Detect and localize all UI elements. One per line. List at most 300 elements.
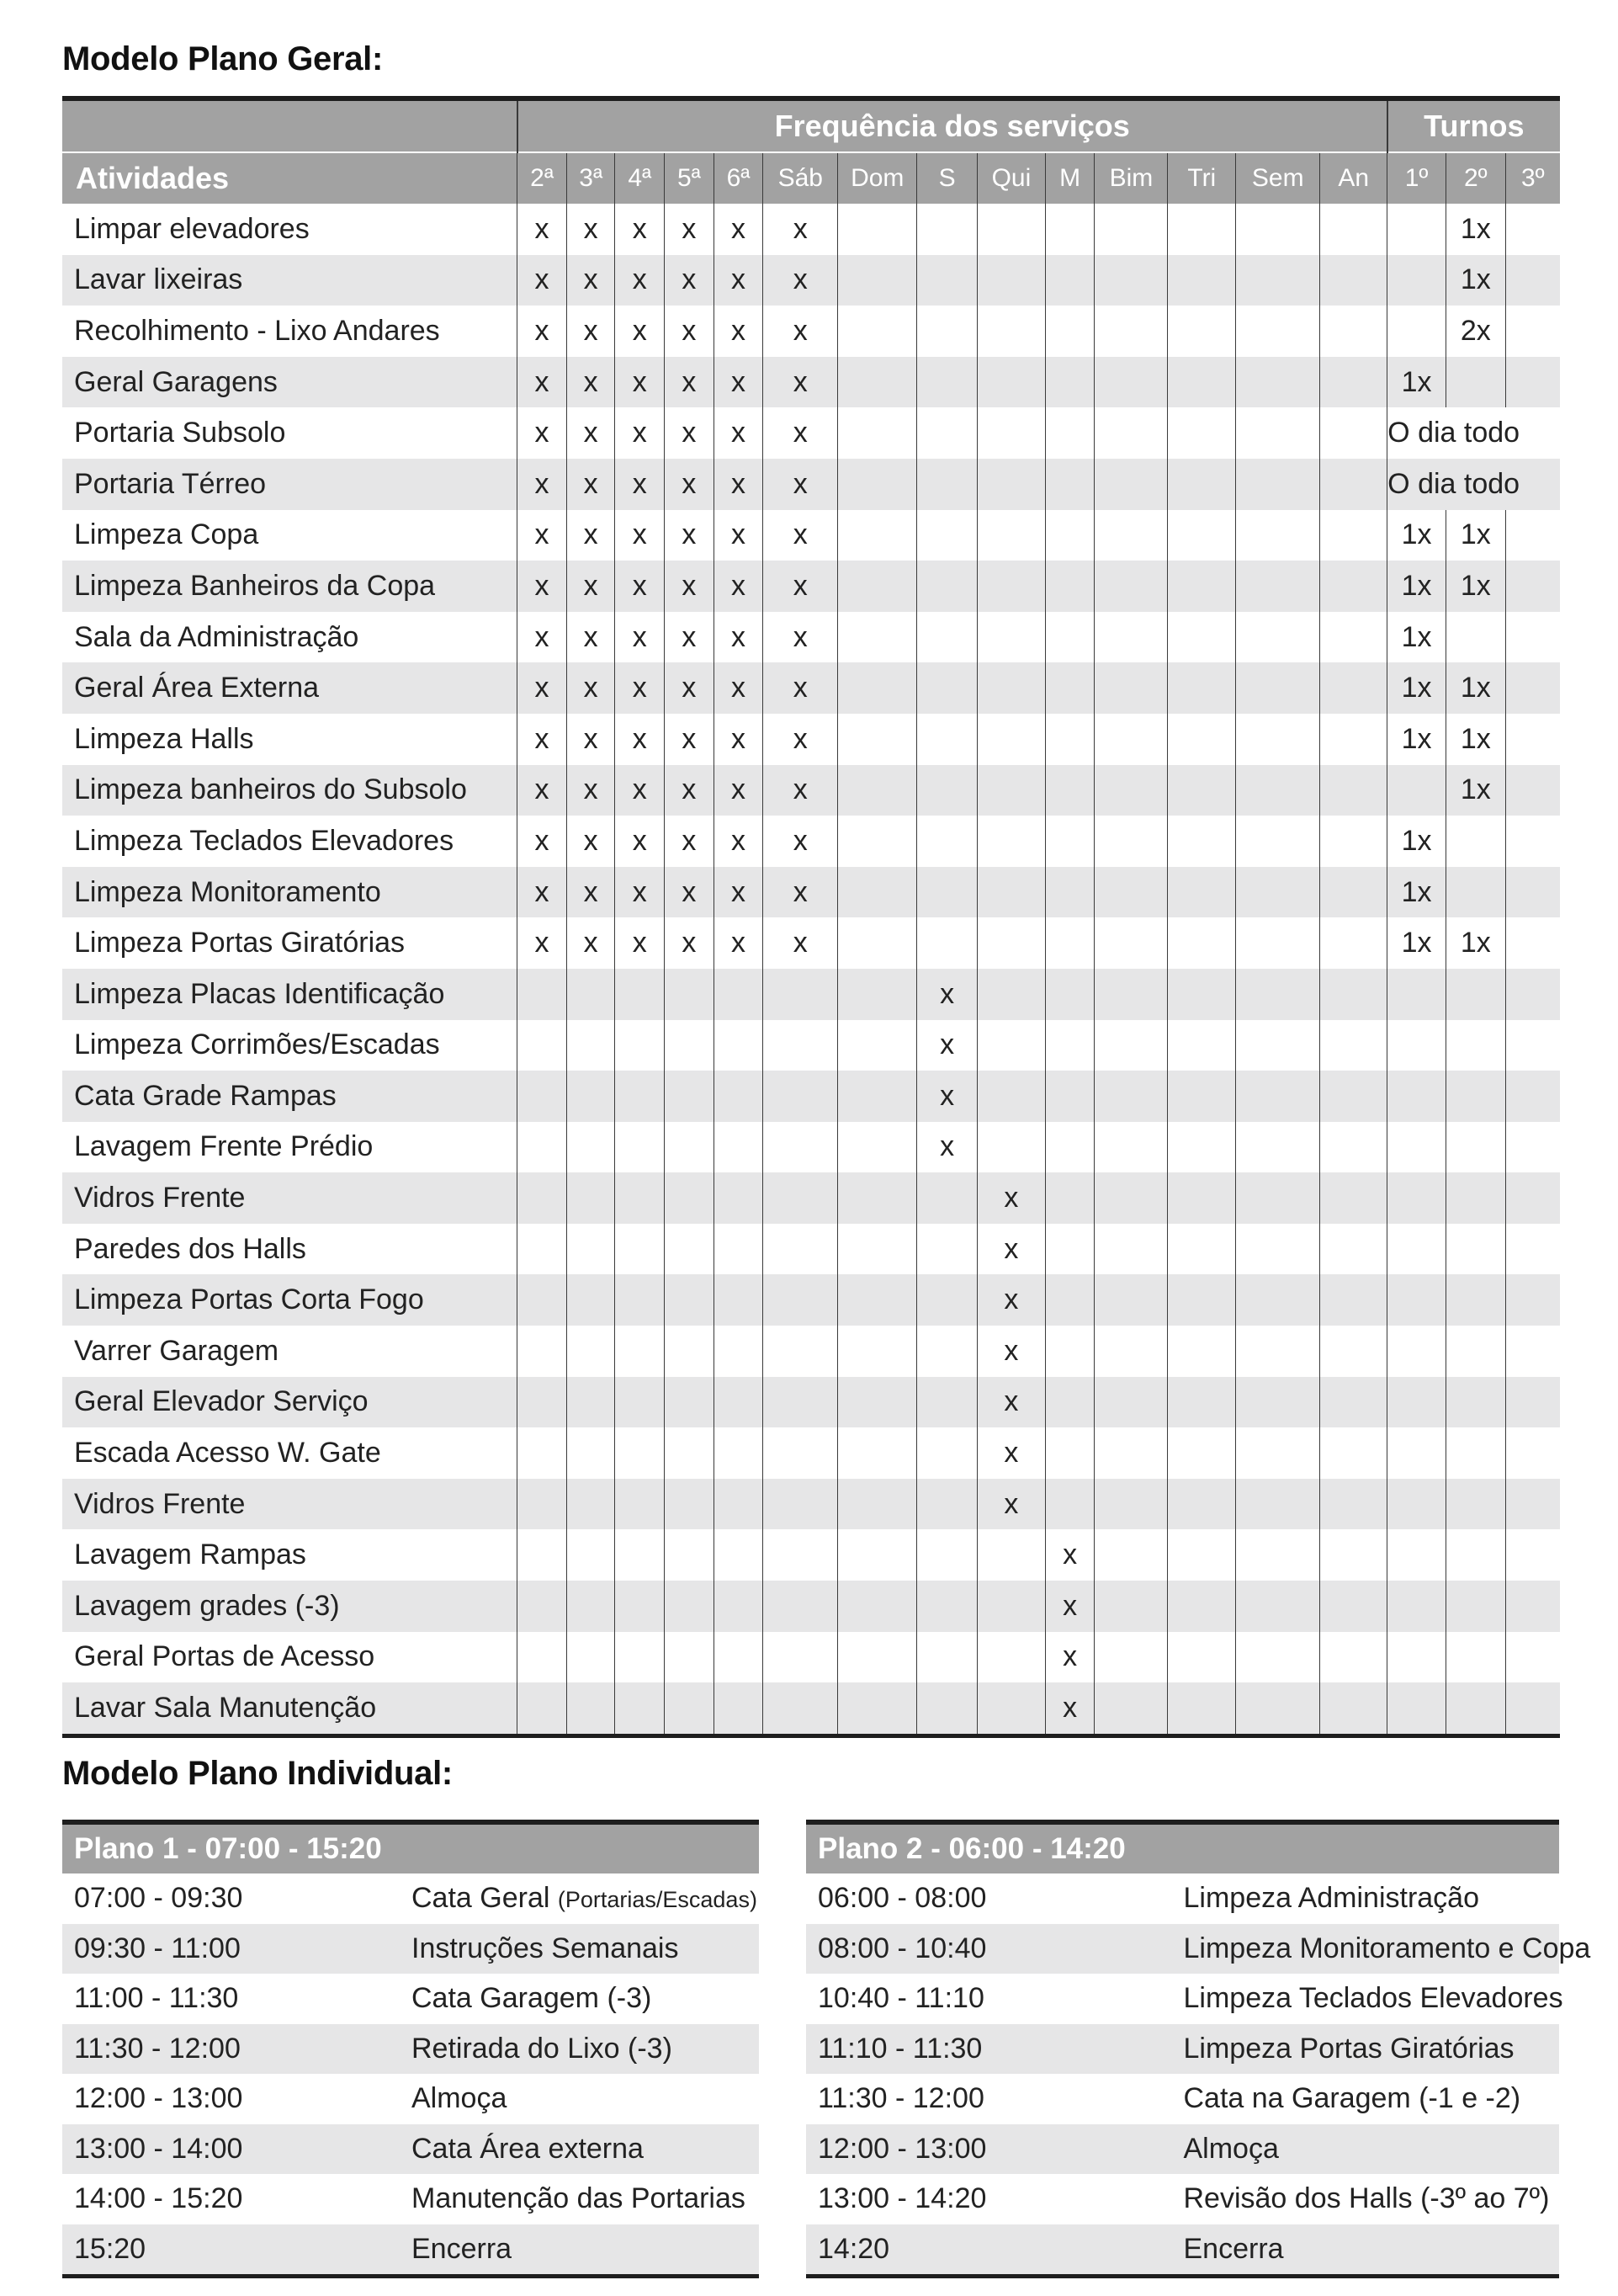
frequency-cell	[714, 1122, 763, 1173]
turno-cell	[1505, 357, 1560, 408]
frequency-cell	[1168, 662, 1236, 714]
plano-geral-table	[62, 96, 1560, 1738]
frequency-cell	[1095, 917, 1168, 969]
frequency-cell: x	[566, 662, 615, 714]
frequency-cell	[517, 1172, 567, 1224]
frequency-cell	[1045, 867, 1095, 918]
frequency-cell	[917, 407, 978, 459]
frequency-cell	[1095, 1172, 1168, 1224]
frequency-cell	[1095, 1427, 1168, 1479]
frequency-cell: x	[714, 917, 763, 969]
schedule-task-label: Limpeza Teclados Elevadores	[1183, 1982, 1563, 2015]
turno-cell	[1387, 1172, 1446, 1224]
frequency-cell: x	[763, 917, 838, 969]
column-header-freq: 2ª	[517, 152, 567, 204]
frequency-cell	[1320, 255, 1387, 306]
frequency-cell	[714, 1020, 763, 1071]
schedule-task-label: Cata Área externa	[411, 2132, 644, 2165]
turno-cell: 1x	[1446, 917, 1505, 969]
activity-cell: Limpeza Teclados Elevadores	[62, 816, 517, 867]
table-row	[62, 1071, 1560, 1122]
frequency-cell: x	[517, 357, 567, 408]
column-header-freq: M	[1045, 152, 1095, 204]
plano2-table	[806, 1820, 1591, 2278]
frequency-cell: x	[615, 459, 665, 510]
turno-cell: 1x	[1446, 714, 1505, 765]
plano-geral-title: Modelo Plano Geral:	[62, 40, 384, 77]
frequency-cell	[1236, 255, 1320, 306]
frequency-cell	[1095, 612, 1168, 663]
frequency-cell	[1236, 969, 1320, 1020]
frequency-cell	[1045, 561, 1095, 612]
table-row	[62, 255, 1560, 306]
frequency-cell	[1168, 1071, 1236, 1122]
frequency-cell	[1320, 1581, 1387, 1632]
frequency-cell	[1168, 1326, 1236, 1377]
frequency-cell	[517, 1122, 567, 1173]
turno-cell	[1446, 1529, 1505, 1581]
frequency-cell: x	[566, 867, 615, 918]
frequency-cell	[1045, 969, 1095, 1020]
frequency-cell: x	[615, 357, 665, 408]
frequency-cell	[1168, 1581, 1236, 1632]
turno-cell	[1505, 1479, 1560, 1530]
frequency-cell	[1320, 867, 1387, 918]
frequency-cell	[1168, 969, 1236, 1020]
frequency-cell: x	[977, 1427, 1045, 1479]
frequency-cell	[566, 1632, 615, 1683]
frequency-cell	[1168, 612, 1236, 663]
frequency-cell	[917, 867, 978, 918]
column-header-atividades: Atividades	[62, 152, 517, 204]
frequency-cell: x	[566, 765, 615, 816]
frequency-cell: x	[615, 204, 665, 255]
frequency-cell	[917, 1682, 978, 1735]
frequency-cell: x	[763, 816, 838, 867]
frequency-cell	[1168, 1427, 1236, 1479]
frequency-cell	[615, 1581, 665, 1632]
frequency-cell	[615, 1224, 665, 1275]
activity-cell: Limpeza banheiros do Subsolo	[62, 765, 517, 816]
turno-cell	[1505, 612, 1560, 663]
frequency-cell: x	[977, 1274, 1045, 1326]
frequency-cell	[1168, 1274, 1236, 1326]
frequency-cell	[615, 969, 665, 1020]
turno-cell: 1x	[1446, 765, 1505, 816]
turno-cell	[1505, 1581, 1560, 1632]
frequency-cell	[917, 1274, 978, 1326]
frequency-cell	[1095, 1071, 1168, 1122]
turno-cell	[1387, 1427, 1446, 1479]
frequency-cell: x	[566, 204, 615, 255]
turno-cell	[1446, 1224, 1505, 1275]
schedule-task	[411, 2074, 759, 2124]
turno-cell	[1446, 1274, 1505, 1326]
turno-cell: 1x	[1387, 662, 1446, 714]
schedule-row	[62, 2024, 759, 2075]
frequency-cell: x	[714, 765, 763, 816]
frequency-cell	[665, 1377, 714, 1428]
table-row	[62, 765, 1560, 816]
frequency-cell	[1095, 1682, 1168, 1735]
frequency-cell	[517, 1479, 567, 1530]
turno-cell	[1505, 1377, 1560, 1428]
turno-cell	[1387, 1274, 1446, 1326]
turno-cell	[1505, 1326, 1560, 1377]
frequency-cell	[566, 1071, 615, 1122]
frequency-cell	[838, 1020, 917, 1071]
frequency-cell	[665, 1122, 714, 1173]
column-header-freq: 4ª	[615, 152, 665, 204]
frequency-cell: x	[517, 255, 567, 306]
frequency-cell: x	[714, 867, 763, 918]
frequency-cell	[517, 1682, 567, 1735]
table-row	[62, 459, 1560, 510]
frequency-cell	[917, 1224, 978, 1275]
frequency-cell	[1320, 459, 1387, 510]
turno-cell	[1505, 1529, 1560, 1581]
frequency-cell	[838, 969, 917, 1020]
frequency-cell	[1320, 816, 1387, 867]
frequency-cell: x	[665, 612, 714, 663]
frequency-cell	[665, 969, 714, 1020]
frequency-cell: x	[665, 662, 714, 714]
turno-cell	[1387, 1122, 1446, 1173]
frequency-cell	[763, 1071, 838, 1122]
schedule-row	[806, 1873, 1559, 1924]
frequency-cell	[714, 1479, 763, 1530]
frequency-cell	[917, 917, 978, 969]
schedule-row	[62, 2174, 759, 2224]
turno-cell	[1446, 357, 1505, 408]
frequency-cell	[1168, 1479, 1236, 1530]
schedule-task-label: Limpeza Administração	[1183, 1882, 1480, 1915]
frequency-cell	[1236, 357, 1320, 408]
frequency-cell	[1045, 1020, 1095, 1071]
schedule-time: 15:20	[62, 2224, 411, 2277]
schedule-task	[411, 1924, 759, 1974]
frequency-cell: x	[714, 204, 763, 255]
frequency-cell	[1320, 1020, 1387, 1071]
frequency-cell	[977, 1122, 1045, 1173]
frequency-cell: x	[763, 612, 838, 663]
frequency-cell	[1168, 1529, 1236, 1581]
schedule-task	[411, 2124, 759, 2175]
frequency-cell	[763, 1020, 838, 1071]
frequency-cell	[1320, 204, 1387, 255]
turno-cell	[1446, 1172, 1505, 1224]
frequency-cell	[917, 459, 978, 510]
frequency-cell: x	[763, 662, 838, 714]
frequency-cell: x	[714, 612, 763, 663]
frequency-cell	[917, 255, 978, 306]
frequency-cell: x	[517, 816, 567, 867]
frequency-cell	[1095, 407, 1168, 459]
frequency-cell	[977, 1682, 1045, 1735]
turno-span-cell: O dia todo	[1387, 459, 1560, 510]
turno-cell	[1387, 969, 1446, 1020]
turno-cell	[1387, 1071, 1446, 1122]
schedule-row	[62, 2224, 759, 2277]
schedule-task-note: (Portarias/Escadas)	[557, 1887, 757, 1913]
column-header-row	[62, 152, 1560, 204]
frequency-cell	[763, 1529, 838, 1581]
frequency-cell: x	[1045, 1581, 1095, 1632]
schedule-row	[806, 2074, 1559, 2124]
turno-cell: 1x	[1387, 612, 1446, 663]
frequency-cell	[1320, 510, 1387, 561]
frequency-cell	[517, 1427, 567, 1479]
schedule-row	[62, 1873, 759, 1924]
frequency-cell	[714, 1682, 763, 1735]
frequency-cell: x	[665, 765, 714, 816]
frequency-cell	[1168, 357, 1236, 408]
frequency-cell	[1236, 1274, 1320, 1326]
activity-cell: Recolhimento - Lixo Andares	[62, 306, 517, 357]
schedule-task-label: Almoça	[411, 2082, 507, 2115]
frequency-cell	[917, 1632, 978, 1683]
frequency-cell	[838, 561, 917, 612]
frequency-cell	[1320, 357, 1387, 408]
schedule-time: 14:00 - 15:20	[74, 2182, 243, 2215]
frequency-cell	[1236, 1581, 1320, 1632]
frequency-cell	[1168, 204, 1236, 255]
frequency-cell	[1168, 1632, 1236, 1683]
frequency-cell: x	[665, 407, 714, 459]
turno-cell: 1x	[1387, 867, 1446, 918]
frequency-cell	[1236, 1224, 1320, 1275]
table-row	[62, 407, 1560, 459]
frequency-cell: x	[566, 255, 615, 306]
frequency-cell	[1095, 1224, 1168, 1275]
table-row	[62, 917, 1560, 969]
frequency-cell: x	[665, 510, 714, 561]
frequency-cell: x	[566, 306, 615, 357]
frequency-cell	[665, 1529, 714, 1581]
frequency-cell	[665, 1274, 714, 1326]
frequency-cell	[763, 1479, 838, 1530]
column-header-freq: Sáb	[763, 152, 838, 204]
frequency-cell	[566, 1020, 615, 1071]
frequency-cell	[1236, 510, 1320, 561]
frequency-cell	[977, 357, 1045, 408]
turno-cell	[1446, 1377, 1505, 1428]
schedule-task-label: Retirada do Lixo (-3)	[411, 2032, 672, 2065]
frequency-cell	[1095, 255, 1168, 306]
frequency-cell: x	[566, 816, 615, 867]
frequency-cell: x	[763, 561, 838, 612]
frequency-cell	[763, 1274, 838, 1326]
turno-cell: 1x	[1387, 714, 1446, 765]
frequency-cell: x	[566, 407, 615, 459]
frequency-cell: x	[714, 714, 763, 765]
frequency-cell	[763, 1581, 838, 1632]
frequency-cell	[1320, 1326, 1387, 1377]
schedule-task-label: Limpeza Monitoramento e Copa	[1183, 1932, 1591, 1964]
frequency-cell	[1045, 407, 1095, 459]
schedule-task-label: Almoça	[1183, 2132, 1279, 2165]
turno-cell: 1x	[1446, 204, 1505, 255]
frequency-cell	[517, 1377, 567, 1428]
frequency-cell	[615, 1020, 665, 1071]
table-row	[62, 1274, 1560, 1326]
frequency-cell	[1045, 1427, 1095, 1479]
frequency-cell	[977, 867, 1045, 918]
schedule-row	[806, 2024, 1559, 2075]
frequency-cell	[1320, 765, 1387, 816]
frequency-cell	[1236, 1020, 1320, 1071]
turno-cell	[1387, 1581, 1446, 1632]
frequency-cell	[1236, 765, 1320, 816]
frequency-cell: x	[615, 561, 665, 612]
turno-cell: 1x	[1446, 662, 1505, 714]
frequency-cell	[1045, 1377, 1095, 1428]
frequency-cell	[1095, 1377, 1168, 1428]
frequency-cell	[1168, 306, 1236, 357]
frequency-cell	[1168, 1122, 1236, 1173]
activity-cell: Limpeza Corrimões/Escadas	[62, 1020, 517, 1071]
group-header-blank	[62, 98, 517, 152]
frequency-cell	[714, 1224, 763, 1275]
frequency-cell: x	[714, 357, 763, 408]
frequency-cell	[1320, 714, 1387, 765]
frequency-cell	[1236, 714, 1320, 765]
activity-cell: Vidros Frente	[62, 1172, 517, 1224]
frequency-cell	[665, 1427, 714, 1479]
schedule-task-label: Cata Geral	[411, 1882, 550, 1915]
frequency-cell	[917, 1172, 978, 1224]
frequency-cell	[1236, 917, 1320, 969]
frequency-cell: x	[517, 612, 567, 663]
group-header-frequencia: Frequência dos serviços	[517, 98, 1387, 152]
column-header-freq: Tri	[1168, 152, 1236, 204]
frequency-cell	[1320, 1122, 1387, 1173]
column-header-freq: Bim	[1095, 152, 1168, 204]
frequency-cell: x	[566, 459, 615, 510]
table-row	[62, 1581, 1560, 1632]
turno-cell: 1x	[1387, 561, 1446, 612]
activity-cell: Lavagem Frente Prédio	[62, 1122, 517, 1173]
frequency-cell: x	[615, 714, 665, 765]
frequency-cell	[838, 1529, 917, 1581]
turno-cell	[1505, 917, 1560, 969]
schedule-time: 07:00 - 09:30	[74, 1882, 243, 1915]
turno-cell	[1505, 1682, 1560, 1735]
table-row	[62, 1122, 1560, 1173]
frequency-cell	[917, 816, 978, 867]
activity-cell: Limpeza Portas Giratórias	[62, 917, 517, 969]
frequency-cell	[838, 1682, 917, 1735]
frequency-cell	[566, 1326, 615, 1377]
frequency-cell	[1045, 917, 1095, 969]
frequency-cell	[517, 1224, 567, 1275]
frequency-cell	[1045, 1479, 1095, 1530]
frequency-cell	[1045, 1122, 1095, 1173]
frequency-cell: x	[1045, 1632, 1095, 1683]
turno-cell	[1446, 969, 1505, 1020]
frequency-cell	[566, 1377, 615, 1428]
turno-cell: 1x	[1446, 561, 1505, 612]
column-header-freq: An	[1320, 152, 1387, 204]
frequency-cell	[838, 1224, 917, 1275]
frequency-cell	[1168, 867, 1236, 918]
schedule-row	[62, 1924, 759, 1974]
frequency-cell	[1095, 714, 1168, 765]
frequency-cell	[1095, 1581, 1168, 1632]
frequency-cell	[1045, 204, 1095, 255]
frequency-cell	[1236, 1632, 1320, 1683]
table-row	[62, 561, 1560, 612]
frequency-cell	[566, 1224, 615, 1275]
schedule-time: 11:10 - 11:30	[806, 2024, 1183, 2075]
schedule-task-label: Limpeza Portas Giratórias	[1183, 2032, 1515, 2065]
frequency-cell	[917, 765, 978, 816]
frequency-cell: x	[517, 407, 567, 459]
frequency-cell	[1095, 867, 1168, 918]
turno-cell	[1387, 204, 1446, 255]
turno-cell	[1446, 1581, 1505, 1632]
frequency-cell	[665, 1682, 714, 1735]
frequency-cell	[917, 306, 978, 357]
frequency-cell	[977, 306, 1045, 357]
frequency-cell	[838, 662, 917, 714]
frequency-cell: x	[665, 917, 714, 969]
frequency-cell	[917, 204, 978, 255]
frequency-cell	[1320, 1224, 1387, 1275]
schedule-task	[411, 2224, 759, 2277]
schedule-task	[1183, 1924, 1591, 1974]
frequency-cell: x	[763, 357, 838, 408]
frequency-cell: x	[665, 816, 714, 867]
table-row	[62, 204, 1560, 255]
frequency-cell: x	[665, 714, 714, 765]
frequency-cell	[1236, 1122, 1320, 1173]
activity-cell: Portaria Subsolo	[62, 407, 517, 459]
frequency-cell	[838, 510, 917, 561]
frequency-cell	[517, 1529, 567, 1581]
plano1-table	[62, 1820, 759, 2278]
frequency-cell: x	[566, 561, 615, 612]
table-row	[62, 510, 1560, 561]
frequency-cell: x	[917, 1020, 978, 1071]
activity-cell: Geral Garagens	[62, 357, 517, 408]
activity-cell: Limpeza Placas Identificação	[62, 969, 517, 1020]
frequency-cell: x	[615, 612, 665, 663]
frequency-cell	[714, 1326, 763, 1377]
frequency-cell	[615, 1377, 665, 1428]
schedule-task-label: Revisão dos Halls (-3º ao 7º)	[1183, 2182, 1550, 2215]
table-row	[62, 714, 1560, 765]
turno-cell	[1387, 1479, 1446, 1530]
frequency-cell: x	[566, 357, 615, 408]
frequency-cell	[615, 1326, 665, 1377]
schedule-task-label: Cata na Garagem (-1 e -2)	[1183, 2082, 1521, 2115]
frequency-cell	[977, 561, 1045, 612]
frequency-cell	[917, 1326, 978, 1377]
frequency-cell	[615, 1274, 665, 1326]
frequency-cell	[977, 407, 1045, 459]
frequency-cell: x	[566, 714, 615, 765]
frequency-cell	[1095, 1479, 1168, 1530]
frequency-cell	[977, 612, 1045, 663]
frequency-cell	[1168, 255, 1236, 306]
column-header-turno: 2º	[1446, 152, 1505, 204]
frequency-cell	[917, 612, 978, 663]
frequency-cell	[566, 1479, 615, 1530]
frequency-cell: x	[917, 969, 978, 1020]
activity-cell: Varrer Garagem	[62, 1326, 517, 1377]
frequency-cell: x	[763, 306, 838, 357]
